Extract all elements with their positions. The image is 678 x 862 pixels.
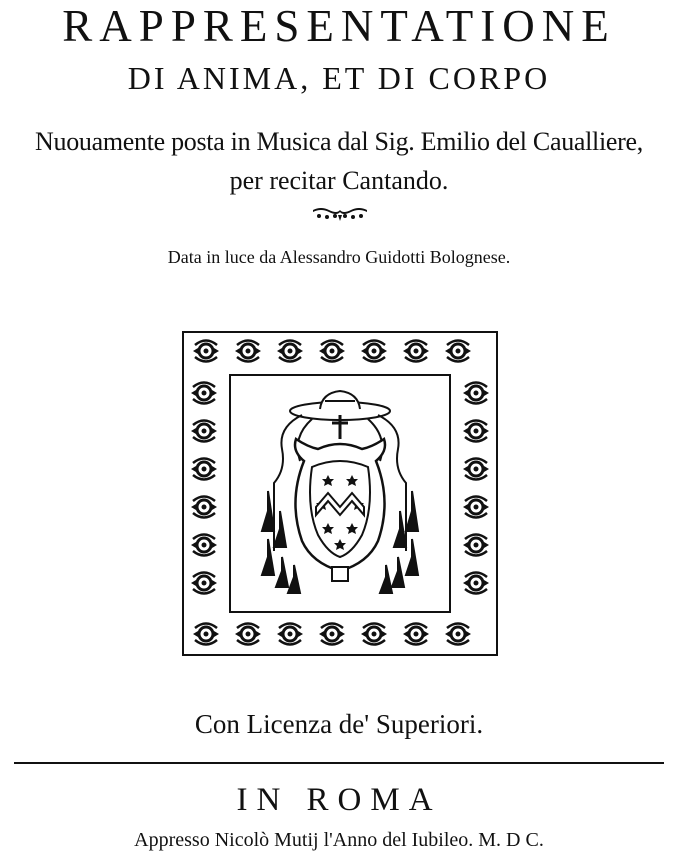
imprint-line: Appresso Nicolò Mutij l'Anno del Iubileo. M. D C. [134, 829, 544, 851]
imprint-city: IN ROMA [236, 782, 442, 818]
dedication-line: Data in luce da Alessandro Guidotti Bolognese. [167, 247, 511, 267]
page-title: RAPPRESENTATIONE [62, 1, 616, 51]
page-subtitle: DI ANIMA, ET DI CORPO [127, 60, 551, 96]
description-line-1: Nuouamente posta in Musica dal Sig. Emilio del Caualliere, [35, 127, 643, 156]
description-line-2: per recitar Cantando. [229, 166, 449, 195]
coat-of-arms-woodcut [182, 331, 498, 656]
license-line: Con Licenza de' Superiori. [194, 709, 484, 739]
fleuron-ornament-icon [311, 206, 369, 222]
horizontal-rule [14, 762, 664, 764]
